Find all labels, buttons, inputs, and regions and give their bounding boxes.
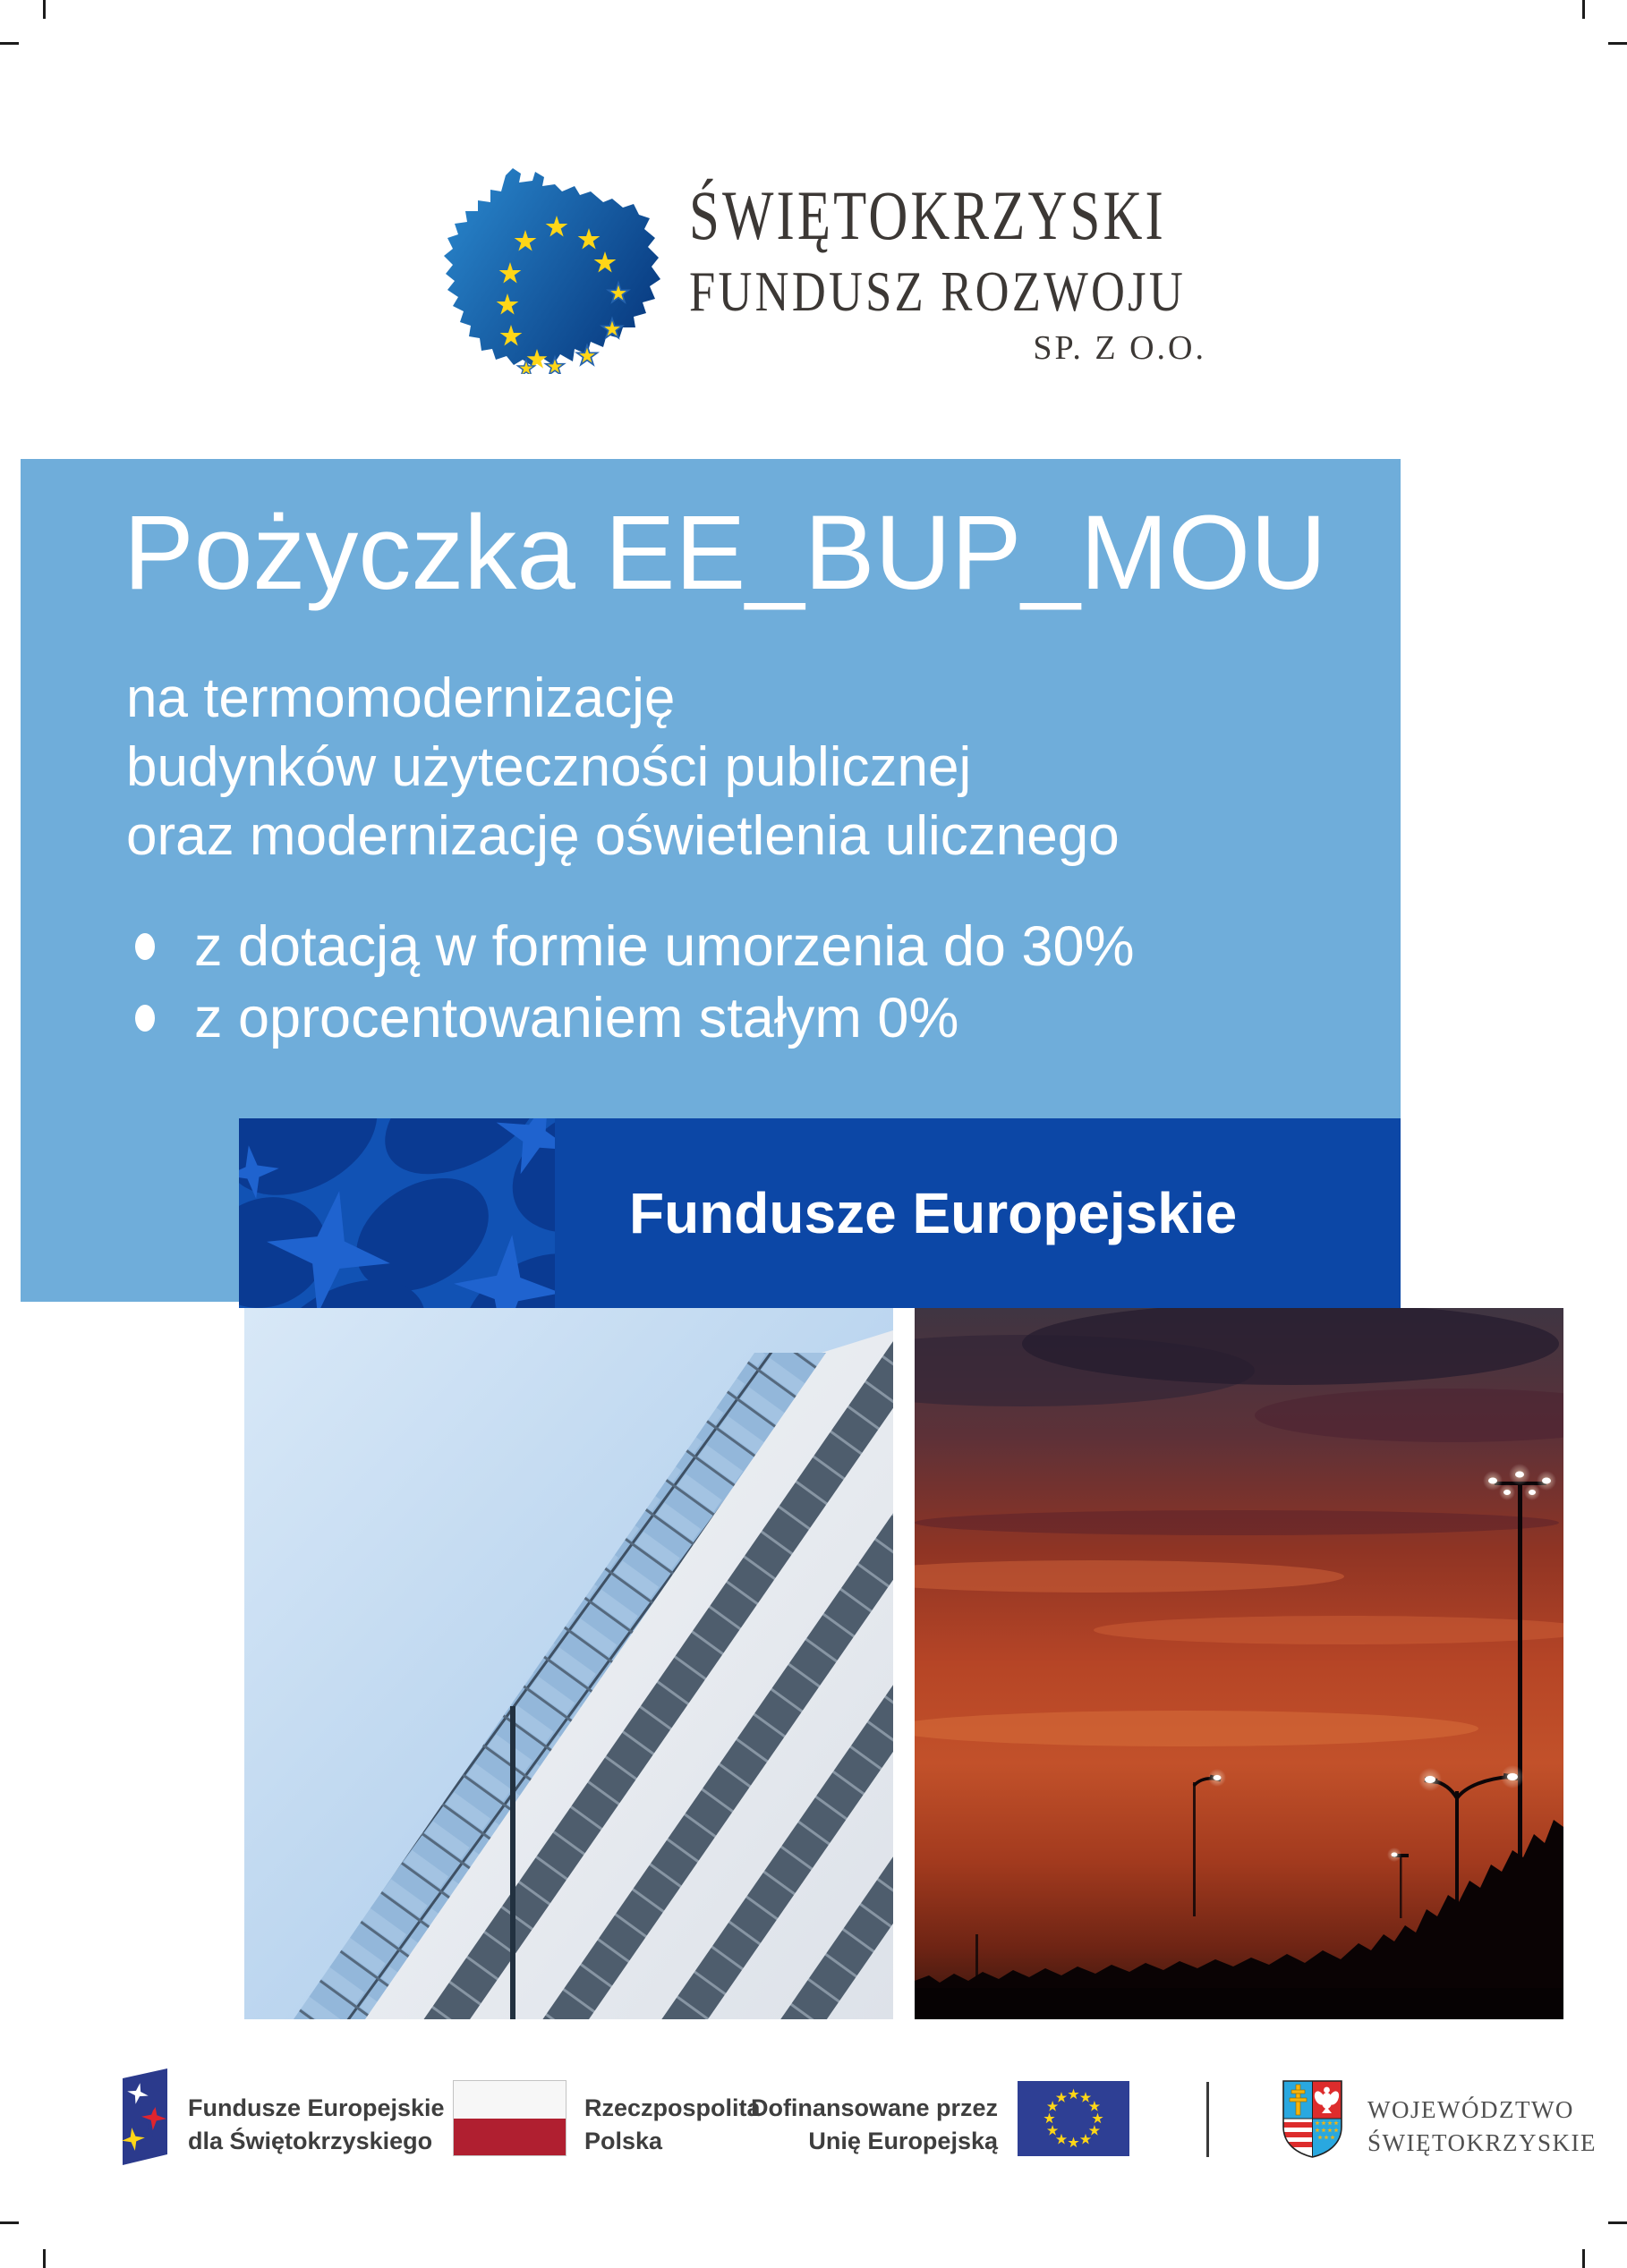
list-item [135, 911, 1135, 982]
building-facade-photo [244, 1308, 893, 2019]
fundusze-europejskie-flag-icon [119, 2067, 171, 2165]
eu-cofunding-line1: Dofinansowane przez [750, 2094, 998, 2121]
eu-cofunding-line2: Unię Europejską [808, 2128, 998, 2154]
eu-cofunding-label [703, 2092, 998, 2158]
subtitle-line-1: na termomodernizację [126, 667, 676, 729]
voivodeship-label [1367, 2094, 1597, 2160]
loan-title: Pożyczka EE_BUP_MOU [124, 494, 1327, 612]
loan-subtitle [126, 664, 1120, 871]
crop-mark-bottom-right-h [1608, 2221, 1627, 2224]
org-name-line1: ŚWIĘTOKRZYSKI [689, 176, 1166, 254]
list-item [135, 982, 1135, 1054]
poland-label-line1: Rzeczpospolita [584, 2094, 761, 2121]
crop-mark-bottom-left-h [0, 2221, 19, 2224]
org-name-line3: SP. Z O.O. [1033, 329, 1206, 367]
eu-funds-banner-label: Fundusze Europejskie [629, 1181, 1238, 1245]
bullet-dot-icon [135, 933, 155, 960]
loan-benefits-list [135, 911, 1135, 1054]
crop-mark-top-right-v [1582, 0, 1585, 19]
fe-logo-line2: dla Świętokrzyskiego [188, 2128, 433, 2154]
voivodeship-line2: ŚWIĘTOKRZYSKIE [1367, 2129, 1597, 2156]
poland-flag-icon [453, 2080, 566, 2156]
subtitle-line-2: budynków użyteczności publicznej [126, 736, 972, 798]
bullet-text-1: z dotacją w formie umorzenia do 30% [194, 915, 1135, 978]
fe-logo-text [188, 2092, 445, 2158]
bullet-dot-icon [135, 1005, 155, 1032]
eu-flag-icon [1018, 2081, 1129, 2156]
crop-mark-top-left-h [0, 42, 19, 45]
subtitle-line-3: oraz modernizację oświetlenia ulicznego [126, 805, 1120, 867]
eu-funds-banner [239, 1118, 1401, 1308]
eu-funds-stars-pattern-icon [239, 1118, 555, 1308]
voivodeship-line1: WOJEWÓDZTWO [1367, 2096, 1574, 2123]
swietokrzyskie-coat-of-arms-icon [1282, 2080, 1342, 2158]
footer-divider [1206, 2082, 1209, 2157]
poland-label-line2: Polska [584, 2128, 663, 2154]
header-org-name [689, 177, 1206, 369]
fe-logo-line1: Fundusze Europejskie [188, 2094, 445, 2121]
crop-mark-top-right-h [1608, 42, 1627, 45]
org-name-line2: FUNDUSZ ROZWOJU [689, 259, 1187, 323]
crop-mark-top-left-v [43, 0, 46, 19]
street-lighting-sunset-photo [915, 1308, 1563, 2019]
poland-flag-red-stripe [454, 2119, 566, 2156]
crop-mark-bottom-right-v [1582, 2249, 1585, 2268]
bullet-text-2: z oprocentowaniem stałym 0% [194, 987, 959, 1049]
swietokrzyskie-map-icon [421, 159, 667, 374]
poland-flag-white-stripe [454, 2081, 566, 2119]
crop-mark-bottom-left-v [43, 2249, 46, 2268]
